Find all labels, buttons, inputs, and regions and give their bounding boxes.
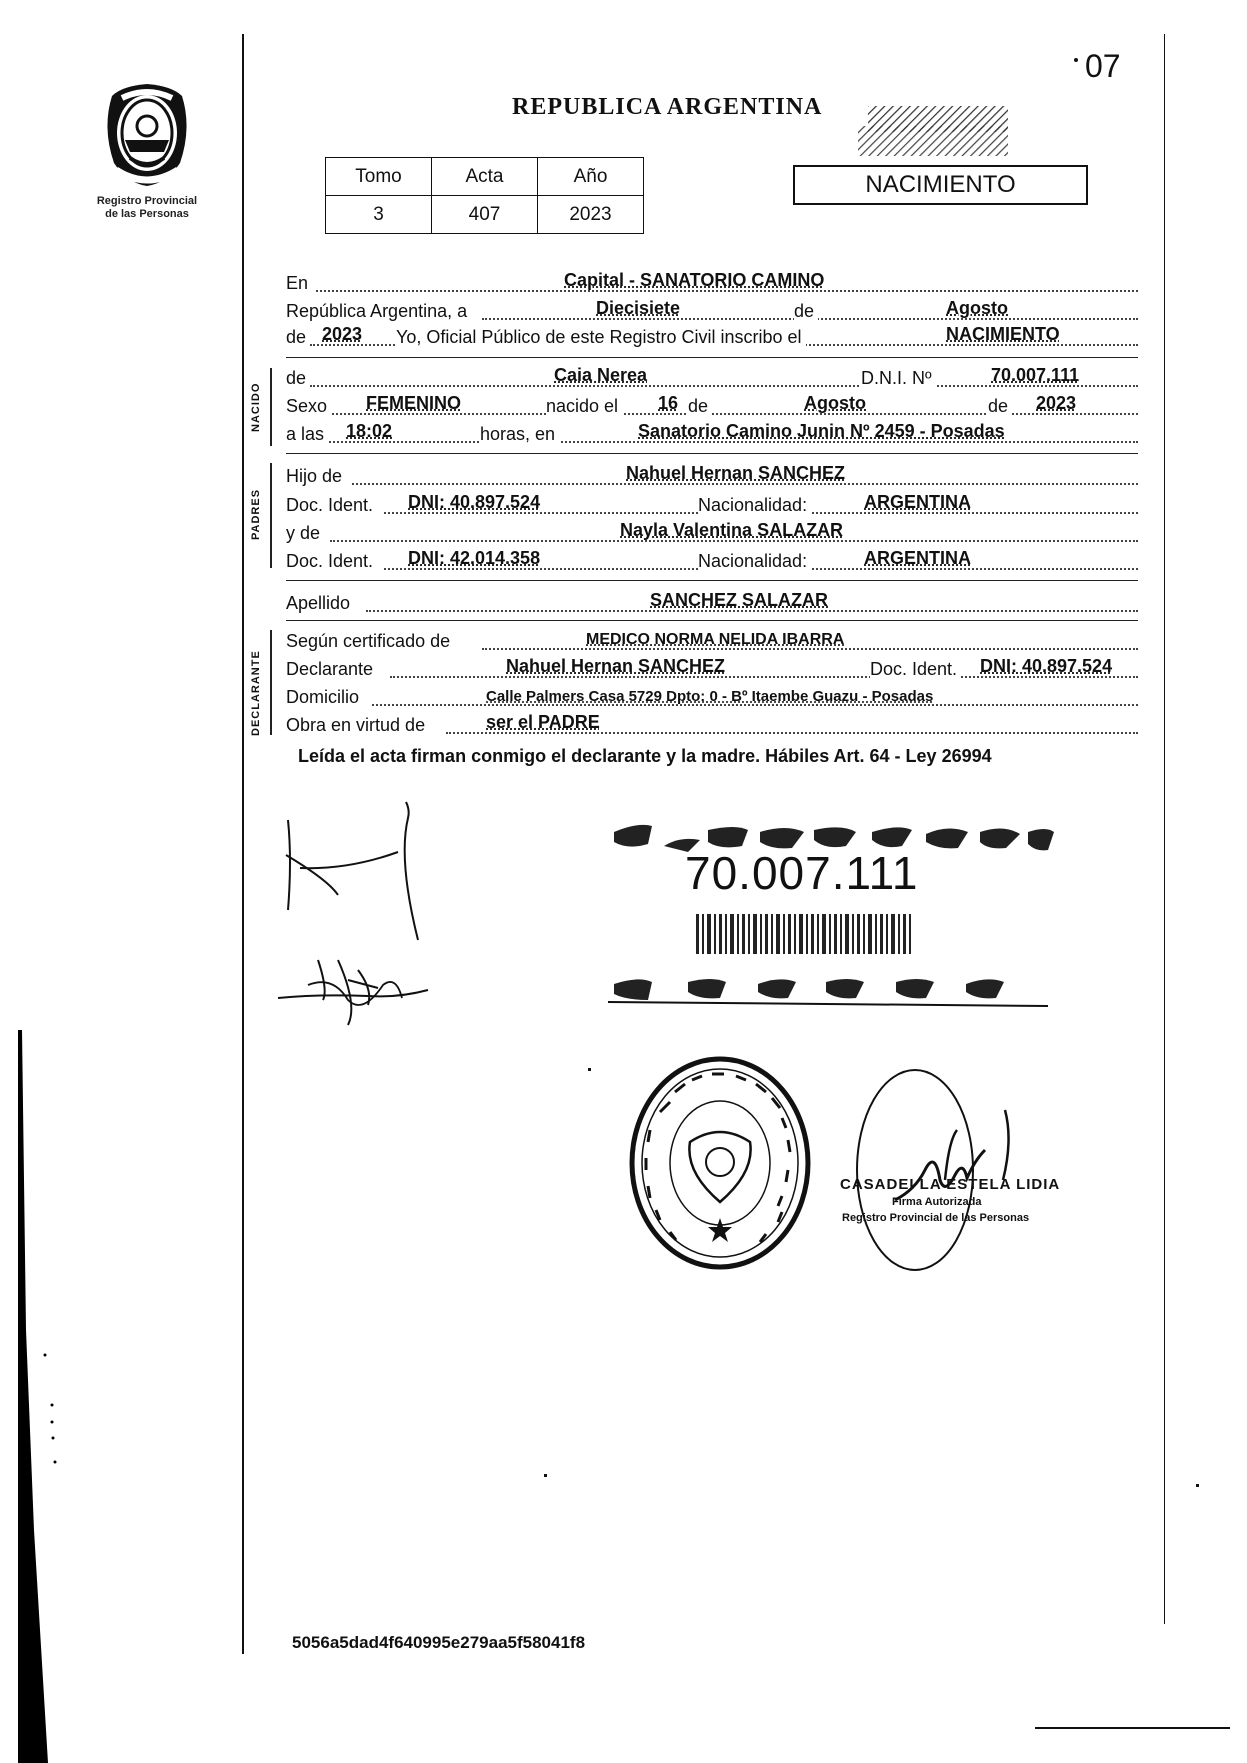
bottom-right-line [1035,1727,1230,1729]
value-month: Agosto [946,298,1008,318]
value-year: 2023 [322,324,363,344]
separator-apellido [286,580,1138,581]
row-apellido [286,588,1138,616]
label-mother-nat: Nacionalidad: [698,551,811,572]
label-segun: Según certificado de [286,631,454,652]
value-act-type: NACIMIENTO [946,324,1060,344]
page-number-dot [1074,58,1078,62]
register-value-tomo: 3 [326,196,432,234]
value-declarante-doc: DNI: 40.897.524 [980,656,1113,676]
document-hash: 5056a5dad4f640995e279aa5f58041f8 [292,1633,586,1652]
officer-office: Registro Provincial de las Personas [842,1212,1030,1224]
row-time-place [286,419,1138,447]
label-de-2: de [688,396,712,417]
label-dni: D.N.I. Nº [861,368,936,389]
section-label-declarante: DECLARANTE [250,650,262,736]
value-father-doc: DNI: 40.897.524 [408,492,541,512]
label-nacido-el: nacido el [546,396,622,417]
value-apellido: SANCHEZ SALAZAR [650,590,828,610]
label-de-3: de [988,396,1012,417]
left-margin-line [242,34,244,1654]
row-declarante [286,654,1138,682]
declarante-bar [270,630,272,735]
separator-padres [286,453,1138,454]
label-apellido: Apellido [286,593,354,614]
label-mother-doc: Doc. Ident. [286,551,377,572]
barcode-number: 70.007.111 [685,847,919,899]
value-declarante: Nahuel Hernan SANCHEZ [506,656,726,676]
row-domicilio [286,682,1138,710]
label-father-doc: Doc. Ident. [286,495,377,516]
official-seal-icon [620,1052,820,1274]
value-certificado: MEDICO NORMA NELIDA IBARRA [586,631,845,648]
row-father [286,461,1138,489]
value-father: Nahuel Hernan SANCHEZ [626,463,846,483]
value-birth-day: 16 [658,393,679,413]
province-shield-icon [92,78,202,190]
page-number: 07 [1085,48,1121,84]
row-sex-birth [286,391,1138,419]
register-header-ano: Año [538,158,644,196]
section-label-nacido: NACIDO [250,382,262,432]
row-date [286,296,1138,324]
security-pattern [858,98,1018,160]
register-table [325,157,644,234]
padres-bar [270,463,272,568]
row-year [286,322,1138,350]
nacido-bar [270,368,272,446]
label-sexo: Sexo [286,396,331,417]
value-birth-year: 2023 [1036,393,1077,413]
row-certificado [286,626,1138,654]
label-a-las: a las [286,424,328,445]
value-mother-nat: ARGENTINA [864,548,971,568]
label-obra: Obra en virtud de [286,715,429,736]
label-de-name: de [286,368,310,389]
officer-name: CASADEI LA ESTELA LIDIA [840,1176,1061,1193]
label-de-year: de [286,327,310,348]
right-margin-line [1164,34,1165,1624]
row-mother [286,518,1138,546]
value-mother-doc: DNI: 42.014.358 [408,548,541,568]
logo-caption-line2: de las Personas [105,208,189,220]
register-value-ano: 2023 [538,196,644,234]
label-father-nat: Nacionalidad: [698,495,811,516]
declarant-signature [278,800,438,1040]
label-oficial: Yo, Oficial Público de este Registro Civil inscribo el [396,327,806,348]
label-declarante-doc: Doc. Ident. [870,659,961,680]
speck [1196,1484,1199,1487]
section-label-padres: PADRES [250,488,262,540]
label-de-month: de [794,301,818,322]
value-place: Capital - SANATORIO CAMINO [564,270,825,290]
value-obra: ser el PADRE [486,712,600,732]
speck [544,1474,547,1477]
value-mother: Nayla Valentina SALAZAR [620,520,844,540]
value-domicilio: Calle Palmers Casa 5729 Dpto: 0 - Bº Itaembe Guazu - Posadas [486,688,934,705]
value-birth-month: Agosto [804,393,866,413]
legal-note: Leída el acta firman conmigo el declarante y la madre. Hábiles Art. 64 - Ley 26994 [298,746,992,766]
label-republica: República Argentina, a [286,301,471,322]
label-domicilio: Domicilio [286,687,363,708]
row-mother-doc [286,546,1138,574]
register-header-tomo: Tomo [326,158,432,196]
value-time: 18:02 [346,421,393,441]
registry-logo [72,78,222,221]
speck [588,1068,591,1071]
row-name [286,363,1138,391]
label-declarante: Declarante [286,659,377,680]
separator-nacido [286,357,1138,358]
row-obra [286,710,1138,738]
value-name: Caia Nerea [554,365,648,385]
country-title: REPUBLICA ARGENTINA [512,94,823,120]
scan-edge-shadow [0,1030,80,1763]
logo-caption-line1: Registro Provincial [96,195,198,207]
value-sexo: FEMENINO [366,393,462,413]
separator-declarante [286,620,1138,621]
label-horas-en: horas, en [480,424,559,445]
value-day-words: Diecisiete [596,298,681,318]
register-value-acta: 407 [432,196,538,234]
value-dni: 70.007.111 [991,365,1080,385]
label-en: En [286,273,312,294]
row-place [286,268,1138,296]
register-header-acta: Acta [432,158,538,196]
value-birth-place: Sanatorio Camino Junin Nº 2459 - Posadas [638,421,1005,441]
officer-role: Firma Autorizada [892,1196,982,1208]
value-father-nat: ARGENTINA [864,492,971,512]
label-hijo-de: Hijo de [286,466,346,487]
row-father-doc [286,490,1138,518]
document-type-box: NACIMIENTO [793,165,1088,205]
label-y-de: y de [286,523,324,544]
